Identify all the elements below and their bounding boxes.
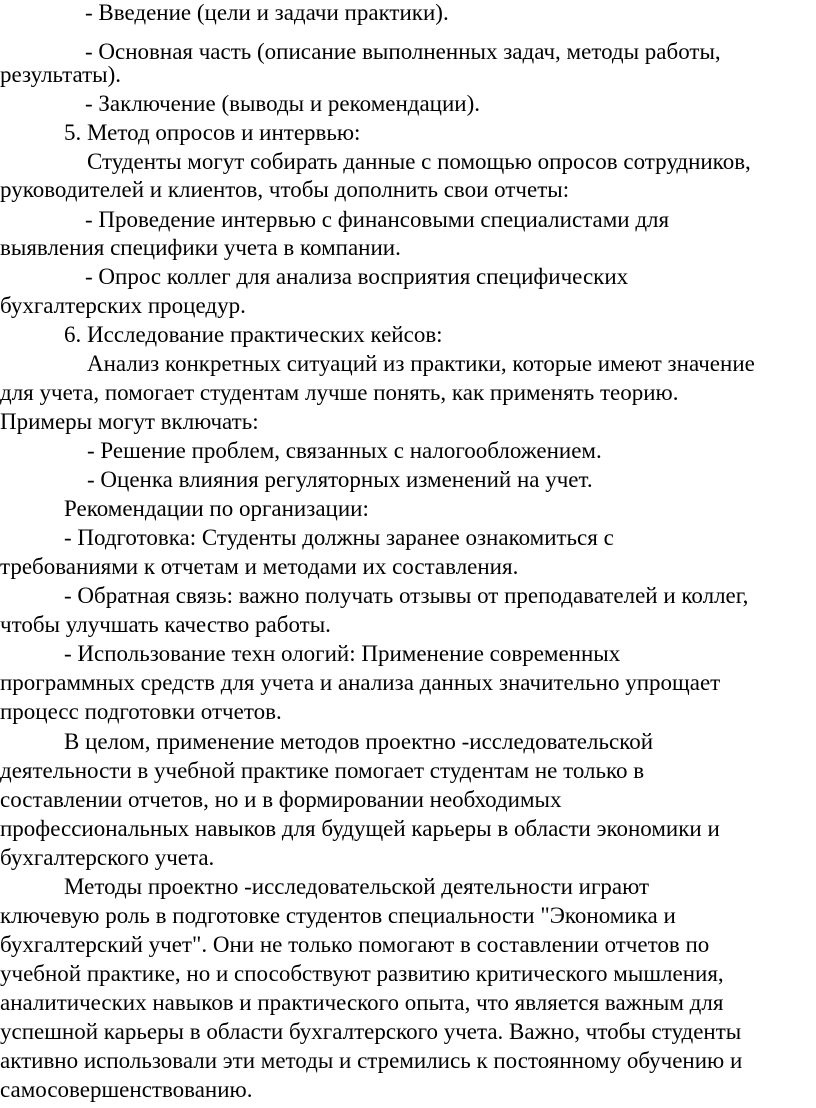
text-line: [87, 147, 751, 176]
text-line: [0, 1075, 252, 1104]
text-line: [64, 523, 614, 552]
text-line: [0, 930, 709, 959]
line-text: Методы проектно -исследовательской деятельности играют: [64, 874, 650, 899]
text-line: [0, 697, 282, 726]
text-line: [0, 668, 720, 697]
line-text: бухгалтерского учета.: [0, 845, 215, 870]
text-line: [0, 785, 562, 814]
text-line: [64, 581, 748, 610]
text-line: [64, 727, 653, 756]
line-text: успешной карьеры в области бухгалтерского учета. Важно, чтобы студенты: [0, 1019, 742, 1044]
line-text: - Введение (цели и задачи практики).: [85, 0, 449, 25]
text-line: [0, 610, 331, 639]
text-line: [0, 407, 259, 436]
text-line: [0, 1017, 741, 1046]
text-line: [0, 233, 401, 262]
text-line: [0, 378, 678, 407]
text-line: [64, 118, 360, 147]
text-line: [0, 291, 246, 320]
text-line: [0, 959, 724, 988]
line-text: Рекомендации по организации:: [64, 496, 369, 521]
line-text: требованиями к отчетам и методами их составления.: [0, 554, 519, 579]
line-text: процесс подготовки отчетов.: [0, 699, 282, 724]
text-line: [0, 901, 676, 930]
text-line: [64, 872, 649, 901]
text-line: [85, 37, 721, 66]
line-text: - Основная часть (описание выполненных задач, методы работы,: [85, 39, 721, 64]
line-text: программных средств для учета и анализа данных значительно упрощает: [0, 670, 721, 695]
text-line: [85, 262, 628, 291]
line-text: - Заключение (выводы и рекомендации).: [85, 91, 481, 116]
line-text: учебной практике, но и способствуют развитию критического мышления,: [0, 961, 724, 986]
text-line: [64, 639, 620, 668]
line-text: результаты).: [0, 62, 122, 87]
line-text: ключевую роль в подготовке студентов специальности "Экономика и: [0, 903, 676, 928]
text-line: [87, 349, 755, 378]
line-text: для учета, помогает студентам лучше понять, как применять теорию.: [0, 380, 679, 405]
text-line: [0, 1046, 742, 1075]
line-text: 6. Исследование практических кейсов:: [64, 322, 443, 347]
text-line: [0, 60, 121, 89]
text-line: [85, 205, 669, 234]
line-text: деятельности в учебной практике помогает студентам не только в: [0, 758, 645, 783]
text-line: [64, 320, 443, 349]
line-text: профессиональных навыков для будущей карьеры в области экономики и: [0, 816, 720, 841]
text-line: [85, 0, 449, 27]
line-text: Студенты могут собирать данные с помощью опросов сотрудников,: [87, 149, 751, 174]
line-text: самосовершенствованию.: [0, 1077, 253, 1102]
line-text: - Оценка влияния регуляторных изменений на учет.: [87, 467, 593, 492]
line-text: - Решение проблем, связанных с налогообложением.: [87, 438, 602, 463]
line-text: - Подготовка: Студенты должны заранее ознакомиться с: [64, 525, 614, 550]
line-text: составлении отчетов, но и в формировании необходимых: [0, 787, 562, 812]
line-text: 5. Метод опросов и интервью:: [64, 120, 361, 145]
line-text: бухгалтерский учет". Они не только помогают в составлении отчетов по: [0, 932, 710, 957]
text-line: [85, 89, 480, 118]
text-line: [87, 465, 593, 494]
text-line: [0, 175, 569, 204]
line-text: аналитических навыков и практического опыта, что является важным для: [0, 990, 724, 1015]
text-line: [0, 988, 723, 1017]
text-line: [0, 814, 720, 843]
line-text: - Обратная связь: важно получать отзывы от преподавателей и коллег,: [64, 583, 749, 608]
line-text: Анализ конкретных ситуаций из практики, которые имеют значение: [87, 351, 755, 376]
text-line: [0, 552, 518, 581]
line-text: руководителей и клиентов, чтобы дополнить свои отчеты:: [0, 177, 570, 202]
text-line: [0, 843, 214, 872]
line-text: Примеры могут включать:: [0, 409, 259, 434]
line-text: - Опрос коллег для анализа восприятия специфических: [85, 264, 629, 289]
line-text: активно использовали эти методы и стремились к постоянному обучению и: [0, 1048, 743, 1073]
text-line: [87, 436, 602, 465]
line-text: - Использование техн ологий: Применение современных: [64, 641, 621, 666]
line-text: чтобы улучшать качество работы.: [0, 612, 331, 637]
line-text: - Проведение интервью с финансовыми специалистами для: [85, 207, 670, 232]
text-line: [64, 494, 369, 523]
line-text: В целом, применение методов проектно -исследовательской: [64, 729, 654, 754]
line-text: выявления специфики учета в компании.: [0, 235, 401, 260]
line-text: бухгалтерских процедур.: [0, 293, 246, 318]
text-line: [0, 756, 644, 785]
